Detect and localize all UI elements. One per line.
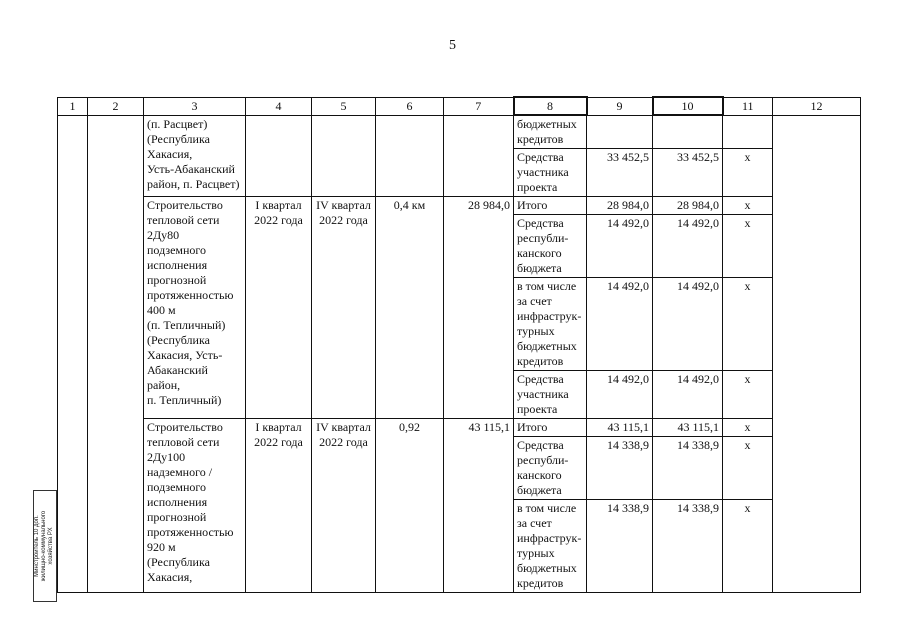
stamp-line: жилищно-коммунального bbox=[41, 510, 47, 582]
text-line: (п. Расцвет) bbox=[147, 116, 208, 131]
amount-cell: 33 452,5 bbox=[587, 149, 653, 197]
cost-cell bbox=[444, 115, 514, 197]
text-line: 400 м bbox=[147, 303, 176, 317]
text-line: I квартал bbox=[255, 420, 302, 434]
text-line: I квартал bbox=[255, 198, 302, 212]
text-line: в том числе bbox=[517, 501, 577, 515]
text-line: Хакасия, Усть- bbox=[147, 348, 223, 362]
mark-cell: x bbox=[723, 371, 773, 419]
amount-cell: 14 492,0 bbox=[587, 215, 653, 278]
amount-2022-cell: 33 452,5 bbox=[653, 149, 723, 197]
funding-source-cell bbox=[514, 278, 587, 371]
text-line: республи- bbox=[517, 453, 569, 467]
text-line: прогнозной bbox=[147, 273, 207, 287]
text-line: Итого bbox=[517, 198, 548, 212]
text-line: 2Ду80 bbox=[147, 228, 180, 242]
mark-cell bbox=[723, 115, 773, 149]
text-line: (Республика bbox=[147, 131, 210, 146]
text-line: бюджетных bbox=[517, 339, 577, 353]
text-line: кредитов bbox=[517, 354, 564, 368]
registration-stamp bbox=[33, 490, 57, 602]
cost-cell: 43 115,1 bbox=[444, 419, 514, 593]
amount-cell: 43 115,1 bbox=[587, 419, 653, 437]
stamp-text bbox=[34, 491, 56, 601]
text-line: бюджета bbox=[517, 483, 562, 497]
header-row bbox=[58, 97, 861, 115]
text-line: в том числе bbox=[517, 279, 577, 293]
text-line: тепловой сети bbox=[147, 435, 220, 449]
text-line: за счет bbox=[517, 294, 552, 308]
text-line: 2022 года bbox=[319, 213, 368, 227]
cell-col12 bbox=[773, 115, 861, 593]
text-line: исполнения bbox=[147, 495, 208, 509]
amount-cell bbox=[587, 115, 653, 149]
budget-table bbox=[57, 96, 861, 593]
text-line: (п. Тепличный) bbox=[147, 318, 226, 332]
cost-cell: 28 984,0 bbox=[444, 197, 514, 419]
text-line: 2022 года bbox=[254, 435, 303, 449]
text-line: прогнозной bbox=[147, 510, 207, 524]
page-number: 5 bbox=[449, 38, 456, 53]
text-line: проекта bbox=[517, 180, 558, 194]
text-line: Хакасия, bbox=[147, 146, 193, 161]
cell-col2 bbox=[88, 115, 144, 593]
funding-source-cell bbox=[514, 149, 587, 197]
text-line: тепловой сети bbox=[147, 213, 220, 227]
cell-col1 bbox=[58, 115, 88, 593]
text-line: турных bbox=[517, 546, 555, 560]
text-line: надземного / bbox=[147, 465, 213, 479]
text-line: инфраструк- bbox=[517, 309, 582, 323]
table-row bbox=[58, 197, 861, 215]
text-line: 2022 года bbox=[254, 213, 303, 227]
end-date-cell bbox=[312, 197, 376, 419]
table-row bbox=[58, 419, 861, 437]
mark-cell: x bbox=[723, 500, 773, 593]
amount-cell: 14 492,0 bbox=[587, 278, 653, 371]
mark-cell: x bbox=[723, 215, 773, 278]
amount-cell: 14 338,9 bbox=[587, 437, 653, 500]
stamp-line: Минстроитель 10 доп. bbox=[34, 515, 40, 577]
text-line: Хакасия, bbox=[147, 570, 193, 584]
end-date-cell bbox=[312, 115, 376, 197]
funding-source-cell bbox=[514, 215, 587, 278]
amount-cell: 28 984,0 bbox=[587, 197, 653, 215]
mark-cell: x bbox=[723, 278, 773, 371]
funding-source-cell bbox=[514, 437, 587, 500]
text-line: Итого bbox=[517, 420, 548, 434]
amount-2022-cell bbox=[653, 115, 723, 149]
text-line: Средства bbox=[517, 150, 564, 164]
amount-2022-cell: 14 492,0 bbox=[653, 371, 723, 419]
funding-source-cell bbox=[514, 500, 587, 593]
stamp-line: хозяйства РХ bbox=[48, 527, 54, 565]
text-line: 2Ду100 bbox=[147, 450, 186, 464]
amount-2022-cell: 14 492,0 bbox=[653, 215, 723, 278]
start-date-cell bbox=[246, 115, 312, 197]
col-header-12: 12 bbox=[773, 97, 861, 115]
text-line: 920 м bbox=[147, 540, 176, 554]
text-line: Усть-Абаканский bbox=[147, 161, 235, 176]
text-line: канского bbox=[517, 246, 562, 260]
amount-cell: 14 338,9 bbox=[587, 500, 653, 593]
text-line: Средства bbox=[517, 372, 564, 386]
text-line: протяженностью bbox=[147, 525, 234, 539]
amount-2022-cell: 28 984,0 bbox=[653, 197, 723, 215]
text-line: Строительство bbox=[147, 420, 223, 434]
text-line: Абаканский bbox=[147, 363, 208, 377]
mark-cell: x bbox=[723, 437, 773, 500]
text-line: п. Тепличный) bbox=[147, 393, 222, 407]
capacity-cell bbox=[376, 115, 444, 197]
col-header-9: 9 bbox=[587, 97, 653, 115]
text-line: подземного bbox=[147, 480, 207, 494]
text-line: кредитов bbox=[517, 132, 564, 146]
object-name-cell bbox=[144, 115, 246, 197]
col-header-3: 3 bbox=[144, 97, 246, 115]
object-name-cell bbox=[144, 197, 246, 419]
text-line: Строительство bbox=[147, 198, 223, 212]
col-header-10: 10 bbox=[653, 97, 723, 115]
text-line: проекта bbox=[517, 402, 558, 416]
text-line: Средства bbox=[517, 216, 564, 230]
amount-cell: 14 492,0 bbox=[587, 371, 653, 419]
text-line: район, п. Расцвет) bbox=[147, 176, 240, 191]
col-header-2: 2 bbox=[88, 97, 144, 115]
funding-source-cell bbox=[514, 419, 587, 437]
mark-cell: x bbox=[723, 149, 773, 197]
col-header-5: 5 bbox=[312, 97, 376, 115]
text-line: инфраструк- bbox=[517, 531, 582, 545]
col-header-7: 7 bbox=[444, 97, 514, 115]
col-header-11: 11 bbox=[723, 97, 773, 115]
text-line: бюджетных bbox=[517, 561, 577, 575]
col-header-1: 1 bbox=[58, 97, 88, 115]
text-line: кредитов bbox=[517, 576, 564, 590]
text-line: подземного bbox=[147, 243, 207, 257]
col-header-6: 6 bbox=[376, 97, 444, 115]
mark-cell: x bbox=[723, 197, 773, 215]
text-line: IV квартал bbox=[316, 420, 371, 434]
text-line: 2022 года bbox=[319, 435, 368, 449]
text-line: за счет bbox=[517, 516, 552, 530]
text-line: исполнения bbox=[147, 258, 208, 272]
capacity-cell: 0,92 bbox=[376, 419, 444, 593]
funding-source-cell bbox=[514, 371, 587, 419]
text-line: (Республика bbox=[147, 555, 210, 569]
text-line: республи- bbox=[517, 231, 569, 245]
text-line: IV квартал bbox=[316, 198, 371, 212]
col-header-4: 4 bbox=[246, 97, 312, 115]
table-row bbox=[58, 115, 861, 149]
start-date-cell bbox=[246, 197, 312, 419]
text-line: канского bbox=[517, 468, 562, 482]
text-line: бюджета bbox=[517, 261, 562, 275]
capacity-cell: 0,4 км bbox=[376, 197, 444, 419]
amount-2022-cell: 14 338,9 bbox=[653, 500, 723, 593]
mark-cell: x bbox=[723, 419, 773, 437]
object-name-cell bbox=[144, 419, 246, 593]
text-line: Средства bbox=[517, 438, 564, 452]
text-line: турных bbox=[517, 324, 555, 338]
funding-source-cell bbox=[514, 197, 587, 215]
text-line: протяженностью bbox=[147, 288, 234, 302]
col-header-8: 8 bbox=[514, 97, 587, 115]
start-date-cell bbox=[246, 419, 312, 593]
text-line: участника bbox=[517, 387, 569, 401]
end-date-cell bbox=[312, 419, 376, 593]
funding-source-cell bbox=[514, 115, 587, 149]
amount-2022-cell: 43 115,1 bbox=[653, 419, 723, 437]
amount-2022-cell: 14 338,9 bbox=[653, 437, 723, 500]
text-line: район, bbox=[147, 378, 181, 392]
text-line: бюджетных bbox=[517, 117, 577, 131]
amount-2022-cell: 14 492,0 bbox=[653, 278, 723, 371]
text-line: (Республика bbox=[147, 333, 210, 347]
text-line: участника bbox=[517, 165, 569, 179]
